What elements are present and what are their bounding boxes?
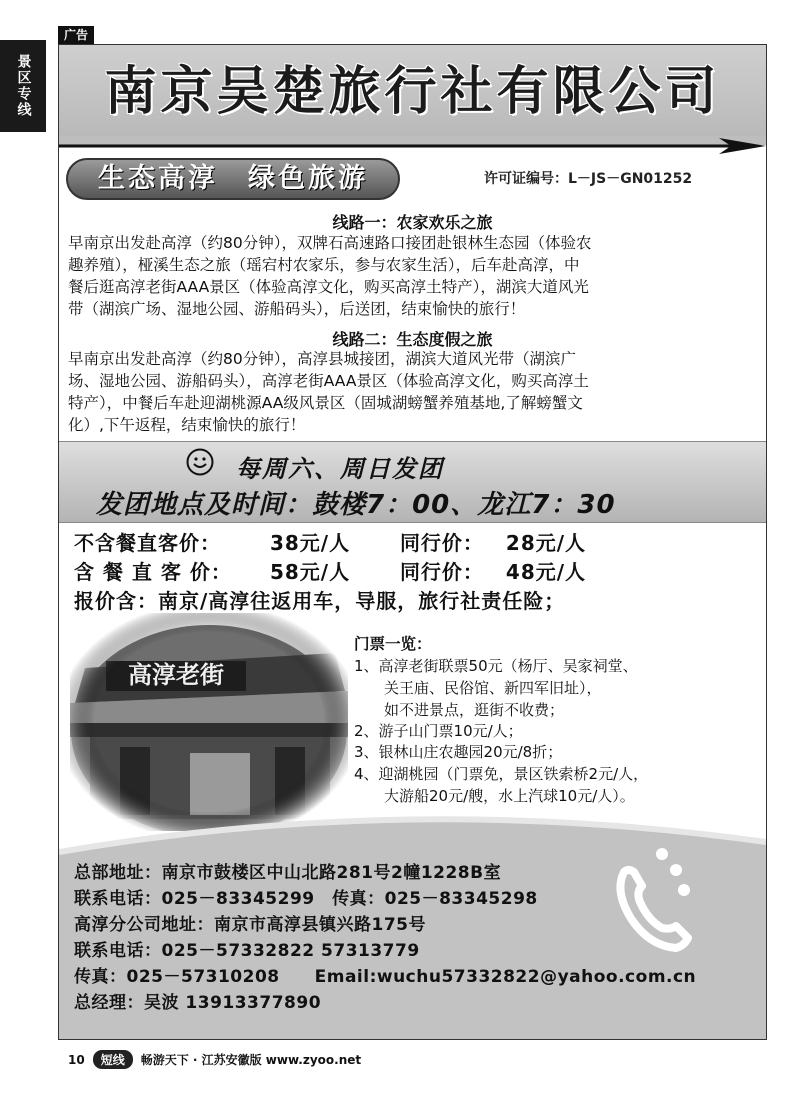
peer-price-value: 28元/人 [505, 531, 587, 555]
route2-title: 线路二：生态度假之旅 [332, 330, 493, 349]
peer-price-label: 同行价： [399, 531, 484, 555]
hq-phone-fax: 联系电话：025－83345299 传真：025－83345298 [74, 889, 538, 909]
route2-line: 化）,下午返程，结束愉快的旅行！ [68, 416, 306, 434]
ticket-line: 1、高淳老街联票50元（杨厅、吴家祠堂、 [354, 657, 638, 675]
route1-line: 趣养殖），桠溪生态之旅（瑶宕村农家乐，参与农家生活），后车赴高淳，中 [68, 256, 580, 274]
tickets-title: 门票一览： [354, 635, 432, 653]
branch-address: 高淳分公司地址：南京市高淳县镇兴路175号 [74, 915, 426, 935]
peer-price-value: 48元/人 [505, 560, 587, 584]
price-label: 不含餐直客价： [74, 531, 221, 555]
price-value: 38元/人 [269, 531, 351, 555]
route2-line: 场、湿地公园、游船码头），高淳老街AAA景区（体验高淳文化，购买高淳土 [68, 372, 589, 390]
branch-fax-email: 传真：025－57310208 Email:wuchu57332822@yahoo.com.cn [74, 967, 697, 987]
route1-line: 早南京出发赴高淳（约80分钟），双牌石高速路口接团赴银林生态园（体验农 [68, 234, 592, 252]
ticket-line: 关王庙、民俗馆、新四军旧址）， [354, 679, 602, 697]
route2-line: 特产），中餐后车赴迎湖桃源AA级风景区（固城湖螃蟹养殖基地,了解螃蟹文 [68, 394, 583, 412]
schedule-days: 每周六、周日发团 [236, 455, 444, 483]
license-number: 许可证编号：L－JS－GN01252 [484, 171, 693, 187]
route1-title: 线路一：农家欢乐之旅 [332, 213, 493, 232]
ticket-line: 大游船20元/艘，水上汽球10元/人）。 [354, 787, 635, 805]
price-value: 58元/人 [269, 560, 351, 584]
ticket-line: 4、迎湖桃园（门票免，景区铁索桥2元/人， [354, 765, 649, 783]
ad-label: 广告 [58, 26, 94, 44]
ad-frame [58, 44, 767, 1040]
ticket-line: 2、游子山门票10元/人； [354, 722, 523, 740]
route1-line: 带（湖滨广场、湿地公园、游船码头），后送团，结束愉快的旅行！ [68, 300, 526, 318]
slogan-badge: 生态高淳 绿色旅游 [66, 158, 400, 200]
page-number: 10 [68, 1052, 85, 1067]
company-name: 南京吴楚旅行社有限公司 [104, 62, 721, 122]
footer-badge: 短线 [93, 1050, 133, 1069]
section-tab: 景区专线 [0, 40, 46, 132]
peer-price-label: 同行价： [399, 560, 484, 584]
footer-text: 畅游天下 · 江苏安徽版 www.zyoo.net [140, 1053, 362, 1067]
price-includes: 报价含：南京/高淳往返用车，导服，旅行社责任险； [74, 589, 566, 613]
route1-line: 餐后逛高淳老街AAA景区（体验高淳文化，购买高淳土特产），湖滨大道风光 [68, 278, 589, 296]
hq-address: 总部地址：南京市鼓楼区中山北路281号2幢1228B室 [74, 863, 502, 883]
price-label: 含 餐 直 客 价： [74, 560, 232, 584]
branch-phone: 联系电话：025－57332822 57313779 [74, 941, 420, 961]
ticket-line: 3、银林山庄农趣园20元/8折； [354, 743, 563, 761]
photo-sign-text: 高淳老街 [128, 660, 224, 689]
general-manager: 总经理：吴波 13913377890 [74, 993, 322, 1013]
departure-info: 发团地点及时间：鼓楼7：00、龙江7：30 [96, 490, 616, 520]
page-footer [68, 1050, 361, 1069]
route2-line: 早南京出发赴高淳（约80分钟），高淳县城接团，湖滨大道风光带（湖滨广 [68, 350, 576, 368]
ticket-line: 如不进景点，逛街不收费； [354, 701, 565, 719]
